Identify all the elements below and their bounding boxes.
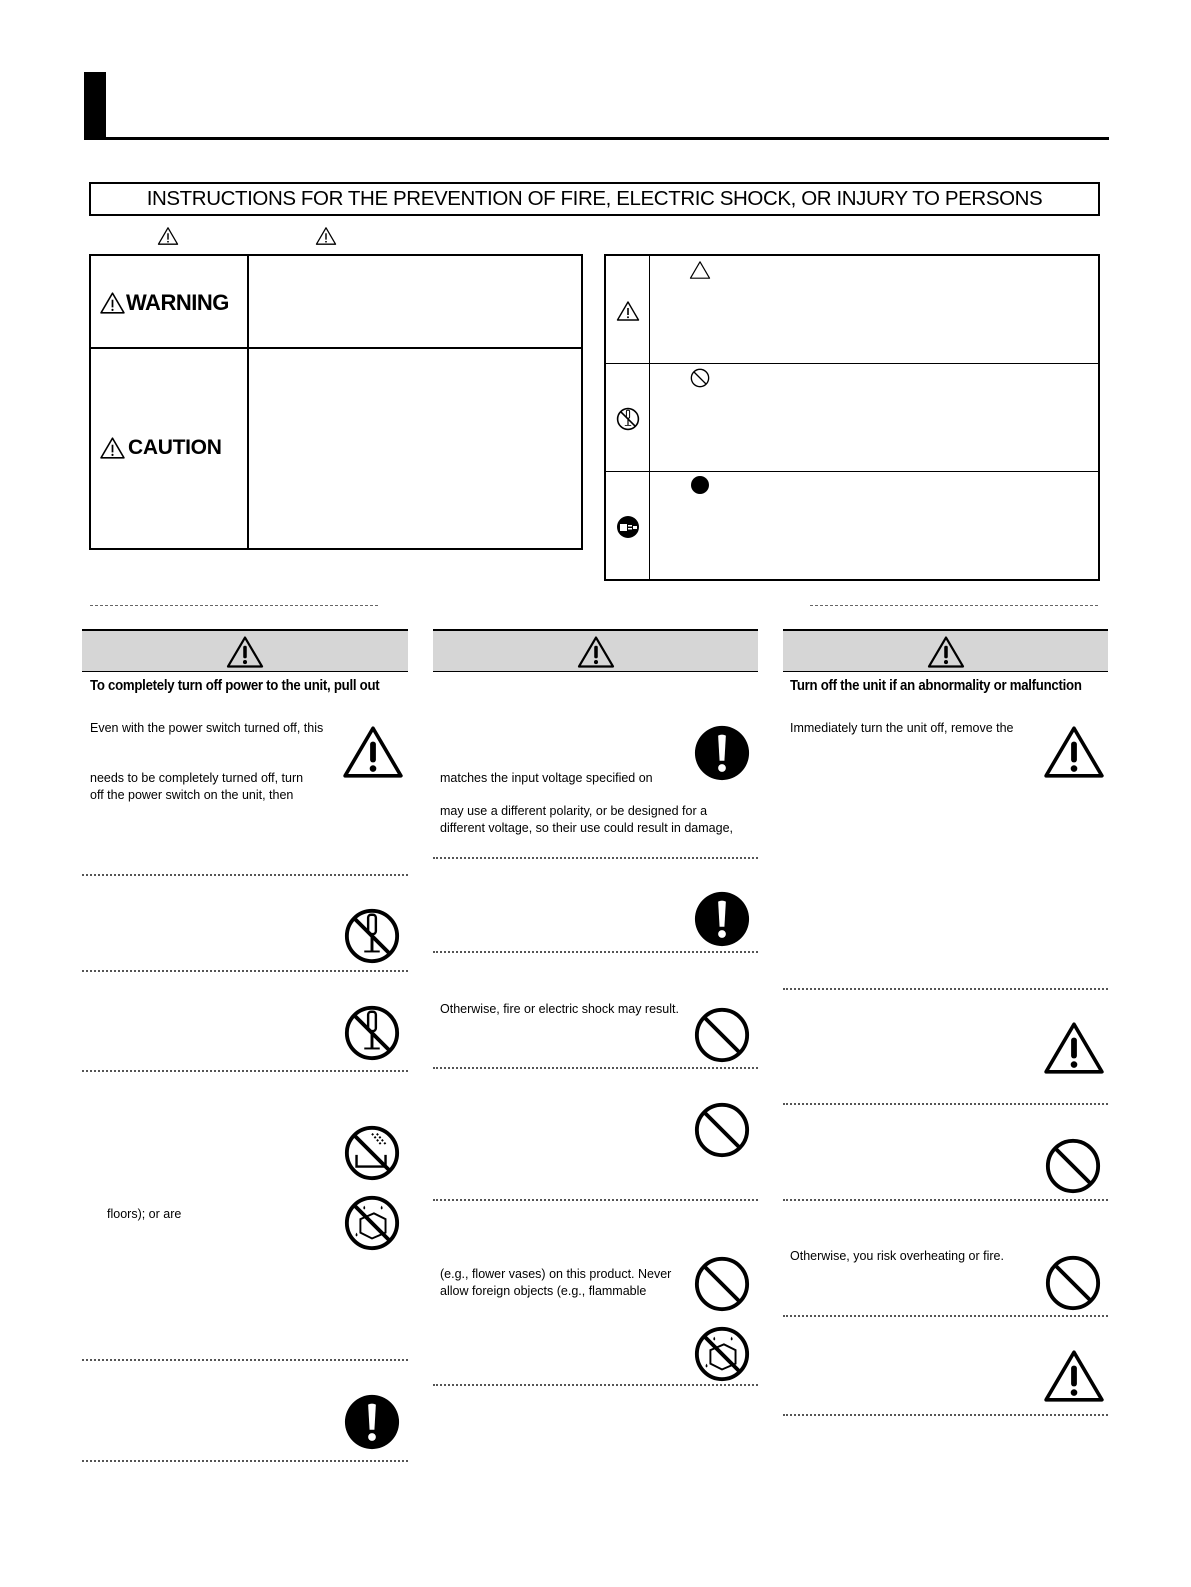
warning-banner-right [783, 629, 1108, 672]
legend-divider-1 [606, 363, 1098, 364]
legend-divider-2 [606, 471, 1098, 472]
left-text-3: off the power switch on the unit, then [90, 788, 294, 802]
caution-label: CAUTION [99, 436, 222, 460]
section-marker-bar [84, 72, 106, 140]
middle-text-3: different voltage, so their use could result in damage, [440, 821, 733, 835]
prohibition-icon [1044, 1254, 1102, 1312]
mandatory-icon [693, 724, 751, 782]
warning-icon [99, 291, 126, 315]
hazard-level-table [89, 254, 583, 550]
right-text-2: Otherwise, you risk overheating or fire. [790, 1249, 1004, 1263]
warning-icon [342, 724, 404, 780]
item-separator [433, 857, 758, 859]
item-separator [433, 951, 758, 953]
item-separator [82, 1359, 408, 1361]
item-separator [82, 970, 408, 972]
unplug-icon [616, 515, 640, 539]
left-item-heading: To completely turn off power to the unit, pull out [90, 677, 380, 694]
middle-text-5: (e.g., flower vases) on this product. Never [440, 1267, 672, 1281]
no-disassemble-icon [343, 907, 401, 965]
warning-icon [99, 436, 126, 460]
no-water-icon [343, 1124, 401, 1182]
item-separator [783, 1414, 1108, 1416]
prohibition-icon [693, 1006, 751, 1064]
middle-text-4: Otherwise, fire or electric shock may result. [440, 1002, 679, 1016]
legend-divider-vertical [649, 256, 650, 579]
item-separator [82, 1460, 408, 1462]
item-separator [783, 1103, 1108, 1105]
item-separator [433, 1199, 758, 1201]
table-divider-vertical [247, 256, 249, 548]
right-text-1: Immediately turn the unit off, remove the [790, 721, 1014, 735]
item-separator [783, 1199, 1108, 1201]
warning-icon [577, 635, 615, 669]
item-separator [82, 1070, 408, 1072]
left-text-1: Even with the power switch turned off, this [90, 721, 324, 735]
table-divider-horizontal [91, 347, 581, 349]
no-disassemble-icon [616, 407, 640, 431]
warning-banner-left [82, 629, 408, 672]
mandatory-symbol-icon [691, 476, 709, 494]
warning-icon [226, 635, 264, 669]
prohibition-symbol-icon [690, 368, 710, 388]
item-separator [82, 874, 408, 876]
triangle-symbol-icon [689, 260, 711, 280]
middle-text-6: allow foreign objects (e.g., flammable [440, 1284, 647, 1298]
item-separator [783, 988, 1108, 990]
no-moisture-icon [343, 1194, 401, 1252]
warning-icon [1043, 724, 1105, 780]
dashed-separator [90, 605, 378, 606]
left-text-2: needs to be completely turned off, turn [90, 771, 304, 785]
prohibition-icon [1044, 1137, 1102, 1195]
instructions-title-box [89, 182, 1100, 216]
warning-icon [157, 226, 179, 246]
right-item-heading: Turn off the unit if an abnormality or malfunction [790, 677, 1082, 694]
warning-icon [315, 226, 337, 246]
left-text-4: floors); or are [107, 1207, 182, 1221]
mandatory-icon [693, 890, 751, 948]
item-separator [783, 1315, 1108, 1317]
warning-icon [1043, 1020, 1105, 1076]
symbol-legend-table [604, 254, 1100, 581]
dashed-separator [810, 605, 1098, 606]
header-rule [84, 137, 1109, 140]
no-disassemble-icon [343, 1004, 401, 1062]
warning-icon [927, 635, 965, 669]
warning-banner-middle [433, 629, 758, 672]
item-separator [433, 1384, 758, 1386]
middle-text-1: matches the input voltage specified on [440, 771, 653, 785]
prohibition-icon [693, 1101, 751, 1159]
warning-icon [616, 300, 640, 322]
instructions-title: INSTRUCTIONS FOR THE PREVENTION OF FIRE, ELECTRIC SHOCK, OR INJURY TO PERSONS [146, 187, 1043, 210]
middle-text-2: may use a different polarity, or be designed for a [440, 804, 708, 818]
item-separator [433, 1067, 758, 1069]
no-moisture-icon [693, 1325, 751, 1383]
prohibition-icon [693, 1255, 751, 1313]
warning-icon [1043, 1348, 1105, 1404]
warning-label: WARNING [99, 290, 229, 316]
mandatory-icon [343, 1393, 401, 1451]
